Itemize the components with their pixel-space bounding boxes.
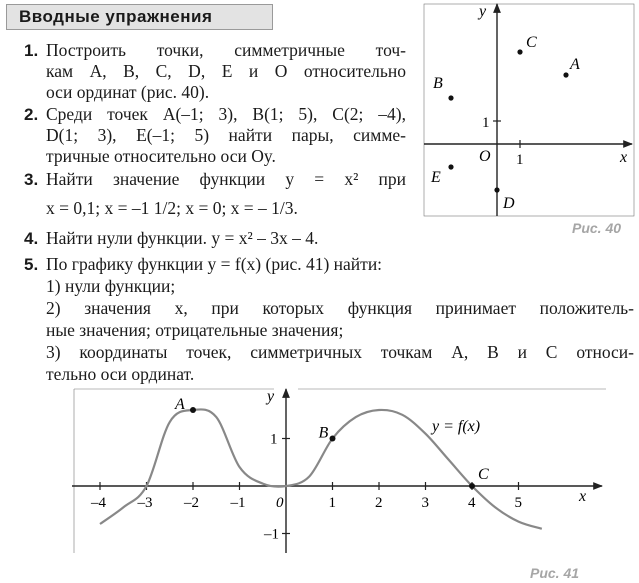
fig41-point-label-c: C [478,466,489,483]
exercise-1-line-2: кам A, B, C, D, E и O относительно [46,61,406,81]
exercise-3-line-1: Найти значение функции y = x² при [46,169,406,189]
fig41-point-a [190,407,196,413]
exercise-1-line-3: оси ординат (рис. 40). [46,82,210,102]
fig41-grid [74,389,606,553]
exercise-4-number: 4. [24,229,39,248]
exercise-3-line-2: x = 0,1; x = –1 1/2; x = 0; x = – 1/3. [46,198,298,218]
fig40-axis-x-label: x [620,149,628,166]
fig40-point-label-c: C [526,34,537,51]
fig40-point-c [517,49,522,54]
fig41-y-tick-label: –1 [264,526,279,543]
exercise-2-line-2: D(1; 3), E(–1; 5) найти пары, симме- [46,125,406,145]
fig40-x-tick-label: 1 [516,152,524,168]
fig40-point-label-b: B [433,75,443,92]
exercise-5-line-1: По графику функции y = f(x) (рис. 41) найти: [46,254,383,274]
exercise-1-line-1: Построить точки, симметричные точ- [46,40,406,60]
exercise-3-number: 3. [24,170,39,189]
fig40-point-d [494,187,499,192]
fig41-point-label-b: B [318,424,329,442]
section-header: Вводные упражнения [6,4,273,30]
fig41-x-tick-label: 0 [276,495,284,511]
fig40-axis-y-label: y [479,3,487,20]
fig41-x-tick-label: 4 [468,495,476,511]
fig41-x-tick-label: 5 [514,495,522,511]
fig41-function-label: y = f(x) [432,418,481,435]
fig40-point-a [563,72,568,77]
fig41-y-tick-label: 1 [270,431,278,448]
exercise-5-line-2: 1) нули функции; [46,276,176,296]
exercise-2-line-1: Среди точек A(–1; 3), B(1; 5), C(2; –4), [46,104,406,124]
fig40-point-b [448,95,453,100]
fig40-point-label-a: A [570,56,580,73]
fig41-x-tick-label: –3 [137,495,153,511]
fig40-plot [420,0,639,218]
fig41-x-tick-label: –4 [91,495,106,511]
exercise-5-line-6: тельно оси ординат. [46,364,195,384]
fig41-x-tick-label: 2 [375,495,383,511]
exercise-4-line-1: Найти нули функции. y = x² – 3x – 4. [46,228,319,248]
fig41-x-tick-label: –2 [184,495,199,511]
fig41-x-tick-label: 1 [328,495,336,511]
exercise-1-number: 1. [24,41,39,60]
fig40-point-label-d: D [503,195,515,212]
fig41-x-tick-label: –1 [230,495,246,511]
exercise-5-line-4: ные значения; отрицательные значения; [46,320,344,340]
fig40-y-tick-label: 1 [482,115,490,131]
fig40-origin-label: O [479,148,491,165]
fig41-point-label-a: A [175,396,185,413]
fig40-caption: Рис. 40 [572,220,622,236]
fig40-point-e [448,164,453,169]
fig41-axis-x-label: x [579,488,587,505]
fig41-point-c [469,483,475,489]
exercise-5-line-5: 3) координаты точек, симметричных точкам A, B и C относи- [46,342,634,362]
fig40-point-label-e: E [431,169,441,186]
exercise-5-line-3: 2) значения x, при которых функция принимает положитель- [46,298,634,318]
fig41-caption: Рис. 41 [530,565,580,581]
fig41-x-tick-label: 3 [421,495,429,511]
exercise-2-line-3: тричные относительно оси Oy. [46,146,276,166]
exercise-2-number: 2. [24,105,39,124]
fig41-plot [70,385,610,557]
exercise-5-number: 5. [24,255,39,274]
fig41-axis-y-label: y [267,388,275,405]
fig41-point-b [330,436,336,442]
